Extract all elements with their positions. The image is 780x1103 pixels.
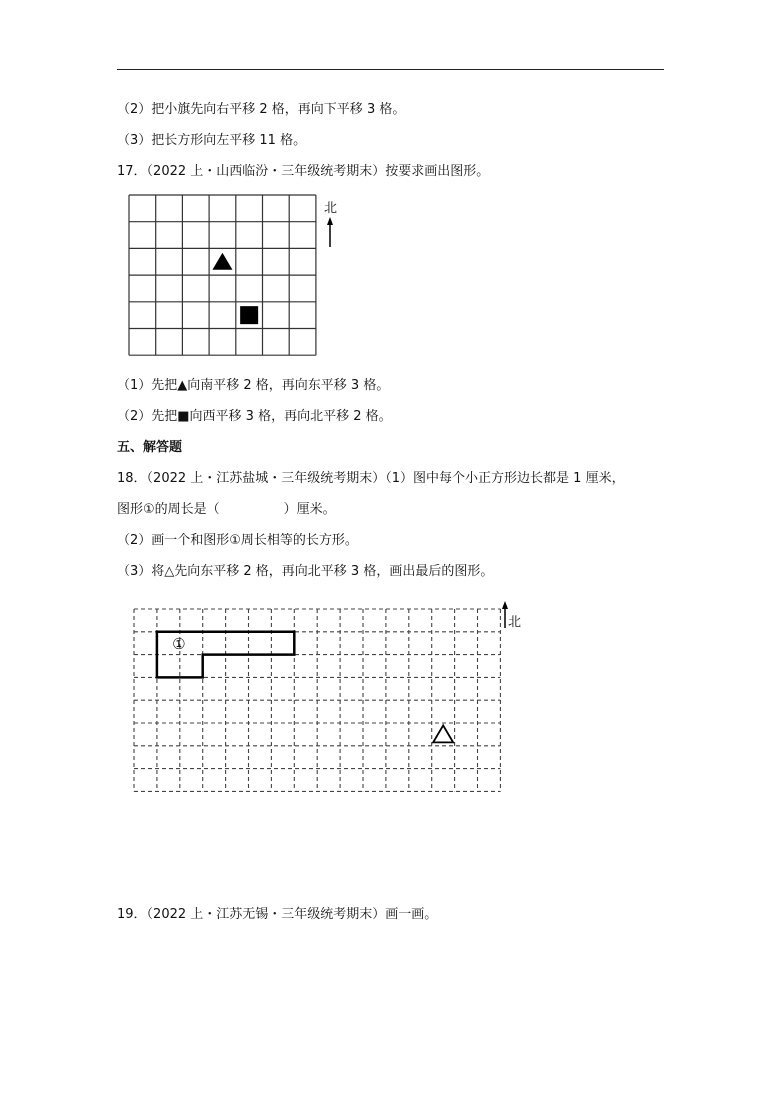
q19-title: 19．（2022 上・江苏无锡・三年级统考期末）画一画。	[117, 907, 438, 922]
q17-north-label: 北	[324, 201, 338, 216]
q18-dashed-grid	[134, 609, 500, 791]
q17-step2: （2）先把■向西平移 3 格，再向北平移 2 格。	[117, 409, 392, 424]
q16-step2: （2）把小旗先向右平移 2 格，再向下平移 3 格。	[117, 102, 406, 117]
q18-north-label: 北	[508, 615, 522, 630]
q16-step3: （3）把长方形向左平移 11 格。	[117, 133, 307, 148]
q17-north-arrow	[327, 217, 333, 247]
q17-title: 17．（2022 上・山西临汾・三年级统考期末）按要求画出图形。	[117, 164, 490, 179]
square-shape	[240, 306, 258, 324]
section-title: 五、解答题	[117, 440, 183, 455]
q18-step3: （3）将△先向东平移 2 格，再向北平移 3 格，画出最后的图形。	[117, 564, 494, 579]
triangle-shape	[212, 253, 232, 270]
q17-grid	[129, 195, 316, 355]
q17-step1: （1）先把▲向南平移 2 格，再向东平移 3 格。	[117, 378, 390, 393]
q18-title-line2	[117, 501, 336, 519]
shape-1-label: ①	[172, 635, 186, 654]
q18-step2: （2）画一个和图形①周长相等的长方形。	[117, 533, 358, 548]
q18-title-pre: 图形①的周长是（	[117, 502, 220, 517]
hollow-triangle-shape	[433, 725, 453, 742]
q18-title-line1: 18．（2022 上・江苏盐城・三年级统考期末）（1）图中每个小正方形边长都是 1 厘米，	[117, 471, 625, 486]
q18-title-post: ）厘米。	[283, 502, 336, 517]
